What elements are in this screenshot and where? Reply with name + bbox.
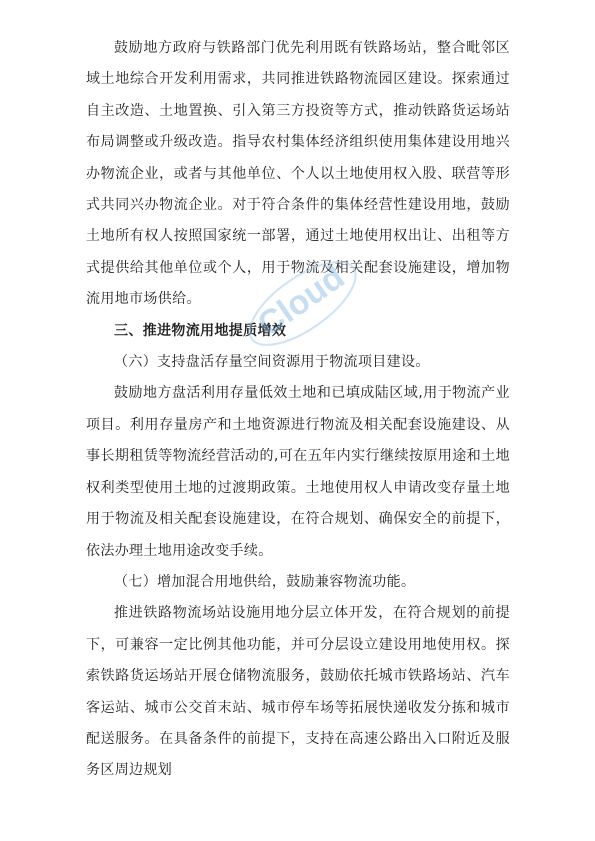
paragraph-railway-parks: 鼓励地方政府与铁路部门优先利用既有铁路场站，整合毗邻区域土地综合开发利用需求，共同推进铁路物流园区建设。探索通过自主改造、土地置换、引入第三方投资等方式，推动铁路货运场站布局调整或升级改造。指导农村集体经济组织使用集体建设用地兴办物流企业，或者与其他单位、个人以土地使用权入股、联营等形式共同兴办物流企业。对于符合条件的集体经营性建设用地，鼓励土地所有权人按照国家统一部署，通过土地使用权出让、出租等方式提供给其他单位或个人，用于物流及相关配套设施建设，增加物流用地市场供给。 xyxy=(86,40,510,308)
paragraph-mixed-land: 推进铁路物流场站设施用地分层立体开发，在符合规划的前提下，可兼容一定比例其他功能，并可分层设立建设用地使用权。探索铁路货运场站开展仓储物流服务，鼓励依托城市铁路场站、汽车客运站、城市公交首末站、城市停车场等拓展快递收发分拣和城市配送服务。在具备条件的前提下，支持在高速公路出入口附近及服务区周边规划 xyxy=(86,605,510,779)
subsection-seven-title: （七）增加混合用地供给，鼓励兼容物流功能。 xyxy=(114,573,416,590)
section-heading-land-quality: 三、推进物流用地提质增效 xyxy=(114,322,287,339)
watermark-text: Cloud xyxy=(250,257,352,345)
document-body xyxy=(86,33,510,787)
subsection-six-title: （六）支持盘活存量空间资源用于物流项目建设。 xyxy=(114,354,430,371)
paragraph-stock-resources: 鼓励地方盘活利用存量低效土地和已填成陆区域,用于物流产业项目。利用存量房产和土地资源进行物流及相关配套设施建设、从事长期租赁等物流经营活动的,可在五年内实行继续按原用途和土地权利类型使用土地的过渡期政策。土地使用权人申请改变存量土地用于物流及相关配套设施建设，在符合规划、确保安全的前提下，依法办理土地用途改变手续。 xyxy=(86,385,510,559)
